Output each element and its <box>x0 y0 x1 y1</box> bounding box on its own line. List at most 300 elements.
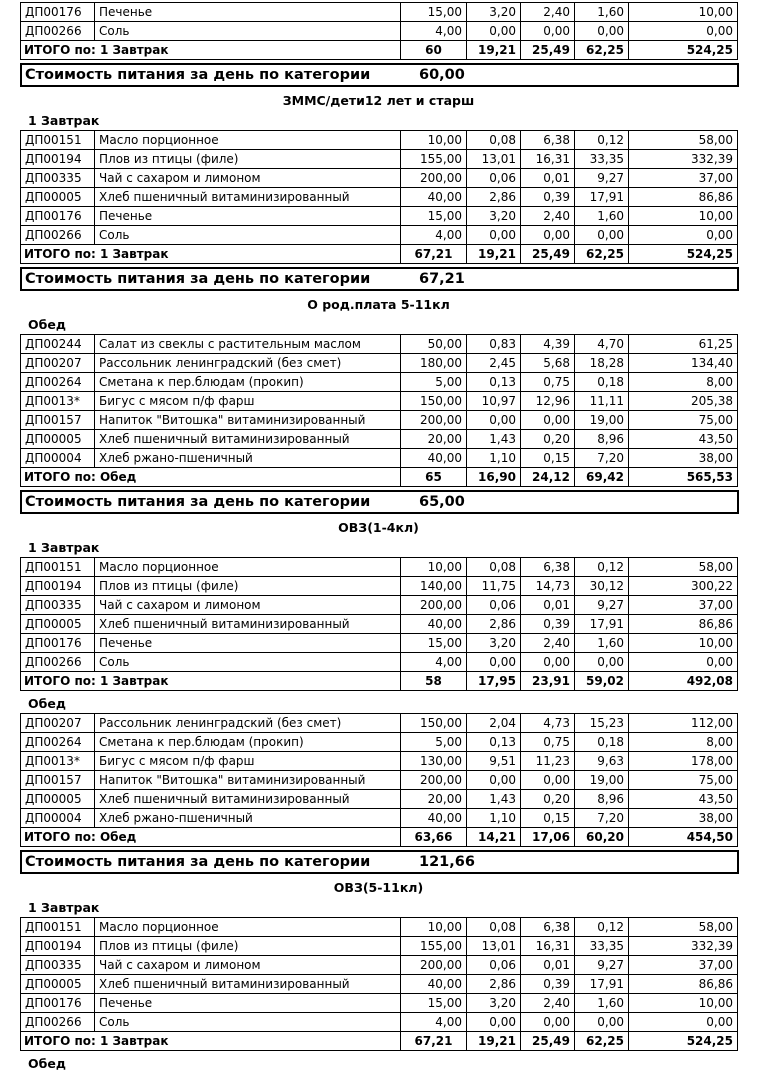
item-value-cell: 17,91 <box>575 975 629 994</box>
item-name-cell: Соль <box>95 22 401 41</box>
item-value-cell: 17,91 <box>575 615 629 634</box>
item-value-cell: 0,00 <box>521 22 575 41</box>
item-value-cell: 86,86 <box>629 975 738 994</box>
item-value-cell: 0,12 <box>575 131 629 150</box>
item-value-cell: 0,18 <box>575 373 629 392</box>
item-value-cell: 13,01 <box>467 150 521 169</box>
item-value-cell: 200,00 <box>401 956 467 975</box>
item-value-cell: 9,27 <box>575 956 629 975</box>
total-row <box>21 828 738 847</box>
total-label-cell: ИТОГО по: Обед <box>21 828 401 847</box>
item-row <box>21 790 738 809</box>
item-value-cell: 200,00 <box>401 411 467 430</box>
item-code-cell: ДП00151 <box>21 558 95 577</box>
item-value-cell: 200,00 <box>401 771 467 790</box>
item-value-cell: 3,20 <box>467 3 521 22</box>
item-value-cell: 6,38 <box>521 918 575 937</box>
meal-section-label: 1 Завтрак <box>28 113 100 128</box>
item-value-cell: 10,00 <box>401 558 467 577</box>
item-value-cell: 10,00 <box>629 634 738 653</box>
item-value-cell: 0,15 <box>521 449 575 468</box>
item-value-cell: 50,00 <box>401 335 467 354</box>
item-name-cell: Чай с сахаром и лимоном <box>95 956 401 975</box>
total-row <box>21 1032 738 1051</box>
item-value-cell: 0,00 <box>629 226 738 245</box>
item-value-cell: 9,27 <box>575 596 629 615</box>
item-value-cell: 0,13 <box>467 373 521 392</box>
item-code-cell: ДП00335 <box>21 596 95 615</box>
item-value-cell: 5,68 <box>521 354 575 373</box>
item-name-cell: Печенье <box>95 994 401 1013</box>
item-value-cell: 0,00 <box>575 1013 629 1032</box>
cost-row <box>21 268 738 290</box>
total-row <box>21 468 738 487</box>
item-value-cell: 11,75 <box>467 577 521 596</box>
item-row <box>21 411 738 430</box>
meal-section-label: 1 Завтрак <box>28 540 100 555</box>
item-value-cell: 9,51 <box>467 752 521 771</box>
item-value-cell: 0,00 <box>467 653 521 672</box>
item-name-cell: Напиток "Витошка" витаминизированный <box>95 411 401 430</box>
item-row <box>21 918 738 937</box>
item-value-cell: 20,00 <box>401 790 467 809</box>
item-value-cell: 33,35 <box>575 937 629 956</box>
item-name-cell: Плов из птицы (филе) <box>95 937 401 956</box>
total-value-cell: 60,20 <box>575 828 629 847</box>
item-value-cell: 5,00 <box>401 373 467 392</box>
item-value-cell: 178,00 <box>629 752 738 771</box>
item-value-cell: 0,13 <box>467 733 521 752</box>
cost-row <box>21 851 738 873</box>
item-value-cell: 17,91 <box>575 188 629 207</box>
item-value-cell: 10,97 <box>467 392 521 411</box>
item-row <box>21 207 738 226</box>
meal-section-label: Обед <box>28 317 66 332</box>
item-value-cell: 0,00 <box>629 1013 738 1032</box>
item-row <box>21 3 738 22</box>
item-code-cell: ДП00207 <box>21 354 95 373</box>
item-value-cell: 0,00 <box>467 22 521 41</box>
item-code-cell: ДП00266 <box>21 653 95 672</box>
cost-value: 65,00 <box>401 491 738 513</box>
item-name-cell: Хлеб пшеничный витаминизированный <box>95 790 401 809</box>
item-value-cell: 18,28 <box>575 354 629 373</box>
item-value-cell: 0,12 <box>575 558 629 577</box>
item-value-cell: 0,00 <box>629 653 738 672</box>
total-value-cell: 62,25 <box>575 1032 629 1051</box>
item-row <box>21 150 738 169</box>
menu-table <box>20 557 738 691</box>
item-code-cell: ДП00335 <box>21 956 95 975</box>
item-row <box>21 131 738 150</box>
item-value-cell: 332,39 <box>629 937 738 956</box>
item-row <box>21 956 738 975</box>
item-value-cell: 0,08 <box>467 558 521 577</box>
total-value-cell: 67,21 <box>401 1032 467 1051</box>
item-name-cell: Плов из птицы (филе) <box>95 577 401 596</box>
item-value-cell: 150,00 <box>401 714 467 733</box>
total-value-cell: 524,25 <box>629 1032 738 1051</box>
item-name-cell: Хлеб ржано-пшеничный <box>95 449 401 468</box>
total-value-cell: 25,49 <box>521 41 575 60</box>
cost-row <box>21 64 738 86</box>
item-code-cell: ДП00266 <box>21 226 95 245</box>
item-value-cell: 0,00 <box>575 653 629 672</box>
item-value-cell: 1,60 <box>575 994 629 1013</box>
item-value-cell: 2,40 <box>521 207 575 226</box>
item-value-cell: 2,40 <box>521 994 575 1013</box>
daily-cost-row <box>20 267 739 291</box>
item-value-cell: 86,86 <box>629 188 738 207</box>
item-value-cell: 0,00 <box>467 226 521 245</box>
item-value-cell: 14,73 <box>521 577 575 596</box>
item-name-cell: Плов из птицы (филе) <box>95 150 401 169</box>
item-value-cell: 4,70 <box>575 335 629 354</box>
item-value-cell: 1,60 <box>575 207 629 226</box>
item-row <box>21 226 738 245</box>
cost-label: Стоимость питания за день по категории <box>21 268 401 290</box>
item-value-cell: 10,00 <box>629 207 738 226</box>
item-value-cell: 8,96 <box>575 790 629 809</box>
item-name-cell: Печенье <box>95 3 401 22</box>
daily-cost-row <box>20 490 739 514</box>
item-value-cell: 7,20 <box>575 449 629 468</box>
item-value-cell: 3,20 <box>467 634 521 653</box>
item-value-cell: 140,00 <box>401 577 467 596</box>
item-row <box>21 615 738 634</box>
item-row <box>21 653 738 672</box>
item-row <box>21 558 738 577</box>
item-value-cell: 2,40 <box>521 634 575 653</box>
item-value-cell: 1,60 <box>575 634 629 653</box>
item-row <box>21 975 738 994</box>
item-value-cell: 8,00 <box>629 373 738 392</box>
item-row <box>21 596 738 615</box>
item-row <box>21 354 738 373</box>
item-value-cell: 33,35 <box>575 150 629 169</box>
item-value-cell: 15,00 <box>401 994 467 1013</box>
item-name-cell: Салат из свеклы с растительным маслом <box>95 335 401 354</box>
item-value-cell: 16,31 <box>521 937 575 956</box>
item-value-cell: 6,38 <box>521 558 575 577</box>
item-value-cell: 4,00 <box>401 22 467 41</box>
item-value-cell: 4,00 <box>401 653 467 672</box>
item-code-cell: ДП00151 <box>21 131 95 150</box>
item-value-cell: 58,00 <box>629 558 738 577</box>
item-name-cell: Соль <box>95 653 401 672</box>
item-value-cell: 2,45 <box>467 354 521 373</box>
item-name-cell: Соль <box>95 226 401 245</box>
item-value-cell: 0,06 <box>467 596 521 615</box>
item-value-cell: 0,00 <box>575 226 629 245</box>
item-name-cell: Бигус с мясом п/ф фарш <box>95 752 401 771</box>
item-row <box>21 22 738 41</box>
item-name-cell: Хлеб ржано-пшеничный <box>95 809 401 828</box>
item-code-cell: ДП00157 <box>21 411 95 430</box>
item-value-cell: 205,38 <box>629 392 738 411</box>
item-value-cell: 0,83 <box>467 335 521 354</box>
item-value-cell: 40,00 <box>401 449 467 468</box>
item-value-cell: 10,00 <box>629 994 738 1013</box>
cost-value: 121,66 <box>401 851 738 873</box>
total-value-cell: 60 <box>401 41 467 60</box>
item-value-cell: 5,00 <box>401 733 467 752</box>
item-value-cell: 155,00 <box>401 150 467 169</box>
item-row <box>21 1013 738 1032</box>
item-value-cell: 11,11 <box>575 392 629 411</box>
daily-cost-row <box>20 63 739 87</box>
item-name-cell: Сметана к пер.блюдам (прокип) <box>95 733 401 752</box>
item-name-cell: Хлеб пшеничный витаминизированный <box>95 188 401 207</box>
item-value-cell: 0,08 <box>467 918 521 937</box>
category-header: ЗММС/дети12 лет и старш <box>282 93 475 108</box>
item-name-cell: Хлеб пшеничный витаминизированный <box>95 975 401 994</box>
item-value-cell: 40,00 <box>401 188 467 207</box>
total-value-cell: 19,21 <box>467 245 521 264</box>
item-value-cell: 9,63 <box>575 752 629 771</box>
item-value-cell: 3,20 <box>467 994 521 1013</box>
meal-section-label: Обед <box>28 696 66 711</box>
item-value-cell: 75,00 <box>629 771 738 790</box>
item-code-cell: ДП00005 <box>21 188 95 207</box>
item-value-cell: 134,40 <box>629 354 738 373</box>
item-value-cell: 0,20 <box>521 430 575 449</box>
item-value-cell: 1,10 <box>467 449 521 468</box>
item-code-cell: ДП00176 <box>21 207 95 226</box>
item-value-cell: 0,18 <box>575 733 629 752</box>
category-header: ОВЗ(1-4кл) <box>338 520 419 535</box>
item-value-cell: 180,00 <box>401 354 467 373</box>
total-row <box>21 672 738 691</box>
item-value-cell: 15,00 <box>401 3 467 22</box>
item-code-cell: ДП00244 <box>21 335 95 354</box>
item-value-cell: 2,86 <box>467 188 521 207</box>
item-name-cell: Масло порционное <box>95 918 401 937</box>
item-value-cell: 43,50 <box>629 430 738 449</box>
item-name-cell: Рассольник ленинградский (без смет) <box>95 714 401 733</box>
item-value-cell: 0,00 <box>521 771 575 790</box>
item-name-cell: Хлеб пшеничный витаминизированный <box>95 430 401 449</box>
item-value-cell: 0,06 <box>467 169 521 188</box>
item-code-cell: ДП00004 <box>21 809 95 828</box>
item-value-cell: 4,73 <box>521 714 575 733</box>
menu-table <box>20 2 738 60</box>
item-name-cell: Чай с сахаром и лимоном <box>95 169 401 188</box>
item-value-cell: 2,86 <box>467 615 521 634</box>
item-value-cell: 200,00 <box>401 596 467 615</box>
item-row <box>21 994 738 1013</box>
item-value-cell: 2,40 <box>521 3 575 22</box>
item-value-cell: 2,04 <box>467 714 521 733</box>
total-value-cell: 67,21 <box>401 245 467 264</box>
item-value-cell: 6,38 <box>521 131 575 150</box>
meal-section-label: 1 Завтрак <box>28 900 100 915</box>
item-code-cell: ДП00264 <box>21 373 95 392</box>
item-value-cell: 40,00 <box>401 615 467 634</box>
cost-label: Стоимость питания за день по категории <box>21 851 401 873</box>
total-value-cell: 524,25 <box>629 245 738 264</box>
item-value-cell: 4,00 <box>401 226 467 245</box>
item-row <box>21 169 738 188</box>
item-value-cell: 61,25 <box>629 335 738 354</box>
total-value-cell: 62,25 <box>575 41 629 60</box>
item-code-cell: ДП0013* <box>21 392 95 411</box>
item-value-cell: 0,12 <box>575 918 629 937</box>
cost-value: 60,00 <box>401 64 738 86</box>
item-code-cell: ДП00194 <box>21 937 95 956</box>
item-value-cell: 19,00 <box>575 411 629 430</box>
total-value-cell: 59,02 <box>575 672 629 691</box>
item-code-cell: ДП00264 <box>21 733 95 752</box>
item-value-cell: 13,01 <box>467 937 521 956</box>
menu-table <box>20 130 738 264</box>
item-value-cell: 300,22 <box>629 577 738 596</box>
total-row <box>21 245 738 264</box>
item-value-cell: 0,06 <box>467 956 521 975</box>
total-label-cell: ИТОГО по: 1 Завтрак <box>21 1032 401 1051</box>
item-value-cell: 3,20 <box>467 207 521 226</box>
item-row <box>21 733 738 752</box>
item-row <box>21 809 738 828</box>
item-row <box>21 937 738 956</box>
item-name-cell: Соль <box>95 1013 401 1032</box>
item-code-cell: ДП00151 <box>21 918 95 937</box>
total-value-cell: 454,50 <box>629 828 738 847</box>
menu-table <box>20 917 738 1051</box>
cost-label: Стоимость питания за день по категории <box>21 491 401 513</box>
meal-section-label: Обед <box>28 1056 66 1071</box>
item-value-cell: 86,86 <box>629 615 738 634</box>
category-header: О род.плата 5-11кл <box>307 297 450 312</box>
item-value-cell: 8,00 <box>629 733 738 752</box>
item-code-cell: ДП00157 <box>21 771 95 790</box>
item-name-cell: Масло порционное <box>95 558 401 577</box>
item-row <box>21 634 738 653</box>
item-value-cell: 2,86 <box>467 975 521 994</box>
menu-table <box>20 334 738 487</box>
item-code-cell: ДП00005 <box>21 790 95 809</box>
total-label-cell: ИТОГО по: 1 Завтрак <box>21 41 401 60</box>
item-value-cell: 0,15 <box>521 809 575 828</box>
item-code-cell: ДП00005 <box>21 975 95 994</box>
total-value-cell: 16,90 <box>467 468 521 487</box>
item-value-cell: 4,39 <box>521 335 575 354</box>
item-value-cell: 4,00 <box>401 1013 467 1032</box>
item-name-cell: Хлеб пшеничный витаминизированный <box>95 615 401 634</box>
menu-table <box>20 713 738 847</box>
item-code-cell: ДП00004 <box>21 449 95 468</box>
total-row <box>21 41 738 60</box>
total-value-cell: 19,21 <box>467 1032 521 1051</box>
item-value-cell: 200,00 <box>401 169 467 188</box>
item-value-cell: 0,75 <box>521 733 575 752</box>
item-value-cell: 37,00 <box>629 169 738 188</box>
item-value-cell: 0,01 <box>521 596 575 615</box>
item-row <box>21 449 738 468</box>
item-name-cell: Бигус с мясом п/ф фарш <box>95 392 401 411</box>
item-row <box>21 335 738 354</box>
item-value-cell: 15,00 <box>401 207 467 226</box>
item-row <box>21 714 738 733</box>
item-value-cell: 0,01 <box>521 169 575 188</box>
item-value-cell: 1,43 <box>467 430 521 449</box>
item-value-cell: 10,00 <box>401 131 467 150</box>
item-value-cell: 0,01 <box>521 956 575 975</box>
item-value-cell: 19,00 <box>575 771 629 790</box>
item-value-cell: 58,00 <box>629 131 738 150</box>
item-code-cell: ДП00194 <box>21 150 95 169</box>
item-value-cell: 0,00 <box>521 226 575 245</box>
item-value-cell: 130,00 <box>401 752 467 771</box>
cost-row <box>21 491 738 513</box>
item-row <box>21 430 738 449</box>
item-row <box>21 771 738 790</box>
item-value-cell: 16,31 <box>521 150 575 169</box>
item-value-cell: 8,96 <box>575 430 629 449</box>
item-value-cell: 1,60 <box>575 3 629 22</box>
item-code-cell: ДП00194 <box>21 577 95 596</box>
item-value-cell: 30,12 <box>575 577 629 596</box>
item-row <box>21 188 738 207</box>
item-value-cell: 0,39 <box>521 975 575 994</box>
item-value-cell: 20,00 <box>401 430 467 449</box>
total-value-cell: 25,49 <box>521 1032 575 1051</box>
total-value-cell: 24,12 <box>521 468 575 487</box>
total-value-cell: 62,25 <box>575 245 629 264</box>
item-value-cell: 0,75 <box>521 373 575 392</box>
item-value-cell: 58,00 <box>629 918 738 937</box>
item-value-cell: 332,39 <box>629 150 738 169</box>
total-value-cell: 17,06 <box>521 828 575 847</box>
item-value-cell: 1,43 <box>467 790 521 809</box>
item-code-cell: ДП00005 <box>21 615 95 634</box>
item-code-cell: ДП00335 <box>21 169 95 188</box>
item-name-cell: Печенье <box>95 634 401 653</box>
item-name-cell: Масло порционное <box>95 131 401 150</box>
item-name-cell: Напиток "Витошка" витаминизированный <box>95 771 401 790</box>
item-code-cell: ДП00207 <box>21 714 95 733</box>
total-label-cell: ИТОГО по: 1 Завтрак <box>21 672 401 691</box>
item-value-cell: 37,00 <box>629 596 738 615</box>
item-value-cell: 0,08 <box>467 131 521 150</box>
item-code-cell: ДП00176 <box>21 994 95 1013</box>
item-name-cell: Сметана к пер.блюдам (прокип) <box>95 373 401 392</box>
item-value-cell: 38,00 <box>629 449 738 468</box>
total-value-cell: 19,21 <box>467 41 521 60</box>
item-row <box>21 392 738 411</box>
item-value-cell: 150,00 <box>401 392 467 411</box>
item-value-cell: 40,00 <box>401 809 467 828</box>
item-value-cell: 43,50 <box>629 790 738 809</box>
item-name-cell: Рассольник ленинградский (без смет) <box>95 354 401 373</box>
item-value-cell: 7,20 <box>575 809 629 828</box>
total-value-cell: 58 <box>401 672 467 691</box>
item-value-cell: 38,00 <box>629 809 738 828</box>
cost-label: Стоимость питания за день по категории <box>21 64 401 86</box>
item-code-cell: ДП00266 <box>21 22 95 41</box>
total-label-cell: ИТОГО по: 1 Завтрак <box>21 245 401 264</box>
total-value-cell: 63,66 <box>401 828 467 847</box>
item-value-cell: 12,96 <box>521 392 575 411</box>
item-code-cell: ДП0013* <box>21 752 95 771</box>
item-name-cell: Печенье <box>95 207 401 226</box>
item-code-cell: ДП00005 <box>21 430 95 449</box>
item-value-cell: 15,00 <box>401 634 467 653</box>
total-value-cell: 14,21 <box>467 828 521 847</box>
item-value-cell: 11,23 <box>521 752 575 771</box>
item-value-cell: 0,39 <box>521 615 575 634</box>
item-code-cell: ДП00266 <box>21 1013 95 1032</box>
